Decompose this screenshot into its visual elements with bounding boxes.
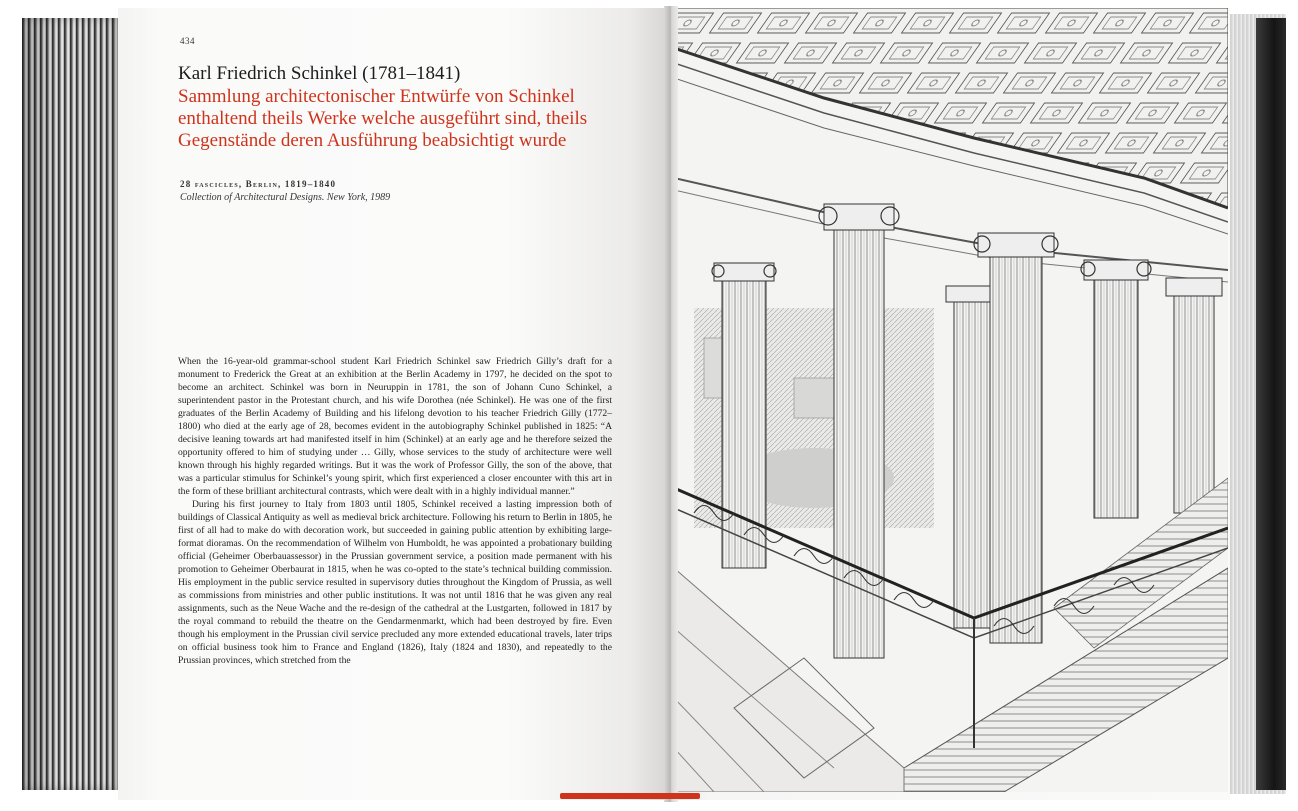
body-text [178, 355, 612, 667]
back-cover [1256, 18, 1286, 790]
bookmark-ribbon [560, 793, 700, 799]
paragraph-2: During his first journey to Italy from 1803 until 1805, Schinkel received a lasting impression both of buildings of Classical Antiquity as well as medieval brick architecture. Following his return to Berlin in 1805, he first of all had to make do with decoration work, but succeeded in gaining public attention by exhibiting large-format dioramas. On the recommendation of Wilhelm von Humboldt, he was appointed a probationary building official (Geheimer Oberbauassessor) in the Prussian government service, a position made permanent with his promotion to Geheimer Oberbaurat in 1815, when he was co-opted to the state’s technical building commission. His employment in the public service resulted in supervisory duties throughout the Kingdom of Prussia, as well as commissions from ministries and other public institutions. It was not until 1816 that he was given any real assignments, such as the Neue Wache and the re-design of the cathedral at the Lustgarten, followed in 1817 by the royal command to rebuild the theatre on the Gendarmenmarkt, which had been destroyed by fire. Even though his employment in the Prussian civil service precluded any more extended educational travels, later trips on official business took him to France and England (1826), Italy (1824 and 1830), and repeatedly to the Prussian provinces, which stretched from the [178, 499, 612, 666]
citation-line: Collection of Architectural Designs. New York, 1989 [180, 192, 391, 203]
paragraph-1: When the 16-year-old grammar-school student Karl Friedrich Schinkel saw Friedrich Gilly’s draft for a monument to Frederick the Great at an exhibition at the Berlin Academy in 1797, he decided on the spot to become an architect. Schinkel was born in Neuruppin in 1781, the son of Johann Cuno Schinkel, a superintendent pastor in the Protestant church, and his wife Dorothea (née Schinkel). He was one of the first graduates of the Berlin Academy of Building and his lifelong devotion to his teacher Friedrich Gilly (1772–1800) who died at the early age of 28, becomes evident in the autobiography Schinkel published in 1825: “A decisive leaning towards art had manifested itself in him (Schinkel) at an early age and he therefore seized the opportunity offered to him of studying under … Gilly, whose services to the study of architecture were well known through his highly regarded writings. But it was the work of Professor Gilly, the son of the above, that was a particular stimulus for Schinkel’s young spirit, which first experienced a closer encounter with this art in the form of these brilliant architectural contrasts, which were dealt with in a highly individual manner.” [178, 356, 612, 497]
left-page [118, 8, 674, 800]
book-gutter [664, 6, 678, 802]
left-page-edges [22, 18, 122, 790]
architectural-illustration [674, 8, 1228, 792]
page-subtitle: Sammlung architectonischer Entwürfe von Schinkel enthaltend theils Werke welche ausgeführt sind, theils Gegenstände deren Ausführung beabsichtigt wurde [178, 86, 588, 151]
page-number: 434 [180, 36, 195, 46]
page-title: Karl Friedrich Schinkel (1781–1841) [178, 63, 461, 84]
edition-line: 28 fascicles, Berlin, 1819–1840 [180, 179, 337, 189]
